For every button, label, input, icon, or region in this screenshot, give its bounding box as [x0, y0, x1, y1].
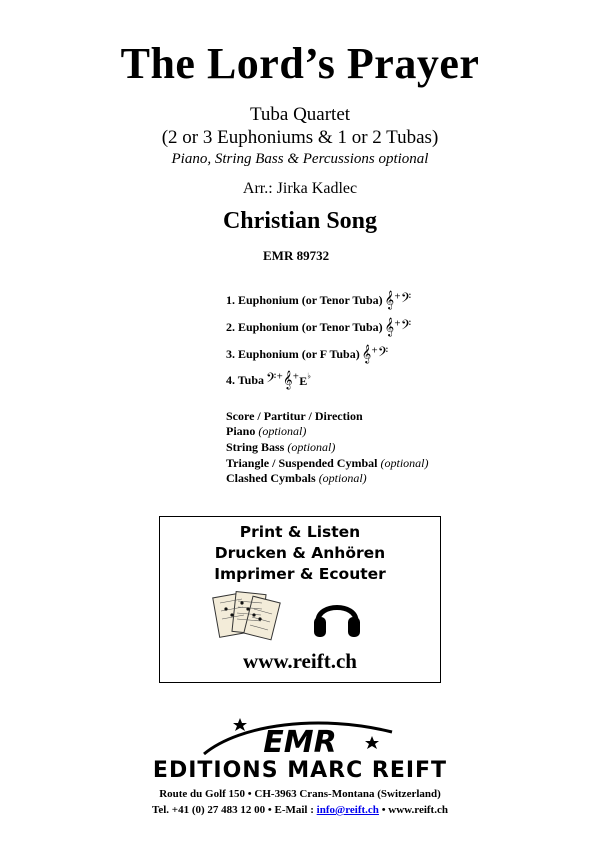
part-label: 2. Euphonium (or Tenor Tuba) — [226, 319, 383, 334]
part-row — [226, 344, 388, 364]
subtitle: Tuba Quartet — [249, 104, 351, 125]
part-row — [226, 290, 411, 310]
optional-instruments: Piano, String Bass & Percussions optional — [171, 151, 429, 167]
print-listen-box — [159, 516, 441, 683]
publisher-name: EDITIONS MARC REIFT — [152, 758, 448, 783]
genre: Christian Song — [222, 208, 378, 234]
page-title: The Lord’s Prayer — [120, 39, 480, 88]
list-item: Score / Partitur / Direction — [226, 409, 363, 423]
publisher-address: Route du Golf 150 • CH-3963 Crans-Montana (Switzerland) — [159, 788, 441, 800]
part-row — [226, 317, 411, 337]
treble-bass-clef-icon: 𝄞+𝄢 — [361, 344, 389, 363]
list-item: Triangle / Suspended Cymbal (optional) — [226, 456, 429, 470]
headphones-icon — [310, 591, 364, 641]
treble-bass-clef-icon: 𝄞+𝄢 — [384, 317, 412, 336]
bass-treble-clef-icon: 𝄢+𝄞+E♭ — [266, 370, 312, 389]
part-label: 3. Euphonium (or F Tuba) — [226, 346, 360, 361]
list-item: Piano (optional) — [226, 424, 307, 438]
arranger: Arr.: Jirka Kadlec — [242, 180, 358, 197]
list-item: String Bass (optional) — [226, 440, 336, 454]
sheet-music-icon — [212, 589, 282, 643]
svg-text:EMR: EMR — [263, 725, 337, 760]
eb-label: E — [299, 374, 308, 388]
promo-line: Imprimer & Ecouter — [214, 565, 386, 583]
part-label: 4. Tuba — [226, 372, 265, 387]
publisher-contact: Tel. +41 (0) 27 483 12 00 • E-Mail : info@reift.ch • www.reift.ch — [152, 804, 448, 816]
promo-line: Drucken & Anhören — [214, 544, 386, 562]
email-link[interactable]: info@reift.ch — [316, 804, 379, 816]
emr-logo-icon — [200, 714, 400, 762]
website-link[interactable]: www.reift.ch — [243, 649, 357, 673]
catalog-number: EMR 89732 — [263, 248, 330, 263]
part-row — [226, 370, 311, 390]
part-label: 1. Euphonium (or Tenor Tuba) — [226, 292, 383, 307]
treble-bass-clef-icon: 𝄞+𝄢 — [384, 290, 412, 309]
promo-line: Print & Listen — [239, 523, 361, 541]
list-item: Clashed Cymbals (optional) — [226, 471, 367, 485]
instrumentation: (2 or 3 Euphoniums & 1 or 2 Tubas) — [161, 127, 439, 148]
